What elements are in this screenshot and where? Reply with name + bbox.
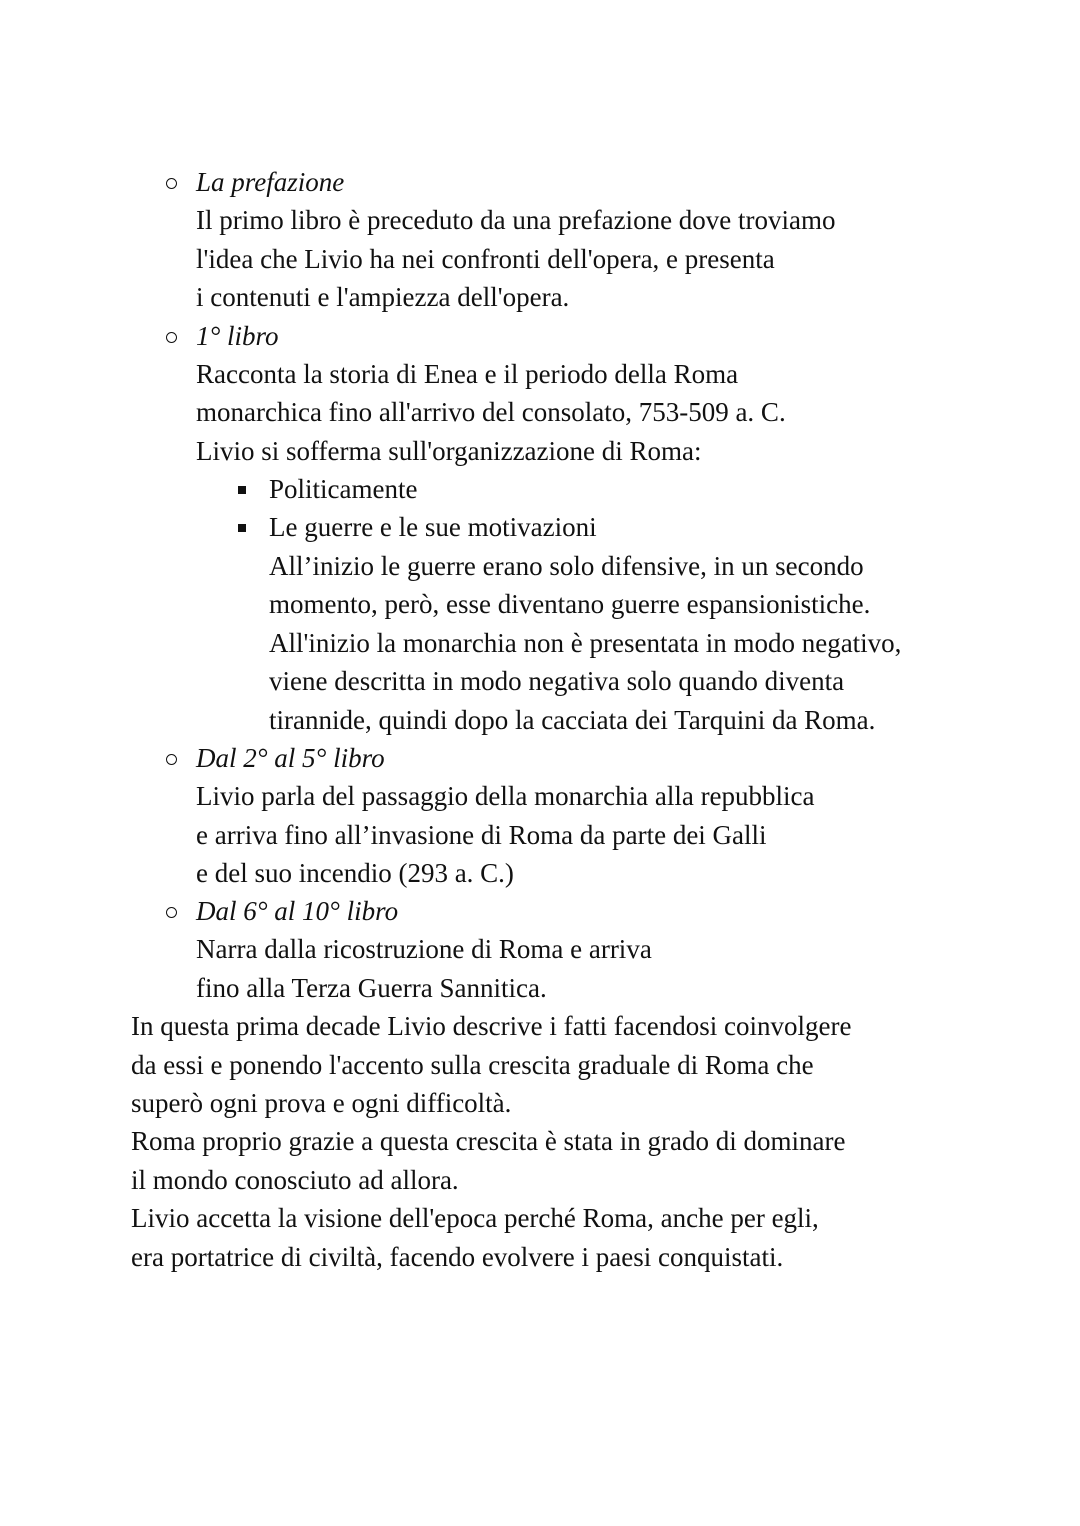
closing-text-line: Livio accetta la visione dell'epoca perché Roma, anche per egli, <box>131 1203 819 1233</box>
section-text-line: l'idea che Livio ha nei confronti dell'opera, e presenta <box>196 244 775 274</box>
subitem-text-line: All’inizio le guerre erano solo difensive, in un secondo <box>269 551 864 581</box>
section-text-line: monarchica fino all'arrivo del consolato, 753-509 a. C. <box>196 397 786 427</box>
closing-text-line: Roma proprio grazie a questa crescita è stata in grado di dominare <box>131 1126 846 1156</box>
circle-bullet-icon <box>166 907 177 918</box>
closing-text-line: superò ogni prova e ogni difficoltà. <box>131 1088 512 1118</box>
section-text-line: Livio parla del passaggio della monarchia alla repubblica <box>196 781 815 811</box>
closing-text-line: da essi e ponendo l'accento sulla crescita graduale di Roma che <box>131 1050 814 1080</box>
section-text-line: fino alla Terza Guerra Sannitica. <box>196 973 547 1003</box>
section-heading: Dal 2° al 5° libro <box>196 743 385 773</box>
closing-text-line: In questa prima decade Livio descrive i fatti facendosi coinvolgere <box>131 1011 852 1041</box>
section-heading: 1° libro <box>196 321 279 351</box>
circle-bullet-icon <box>166 332 177 343</box>
closing-text-line: il mondo conosciuto ad allora. <box>131 1165 459 1195</box>
circle-bullet-icon <box>166 754 177 765</box>
section-text-line: e del suo incendio (293 a. C.) <box>196 858 514 888</box>
section-text-line: e arriva fino all’invasione di Roma da parte dei Galli <box>196 820 767 850</box>
section-heading: La prefazione <box>196 167 345 197</box>
subitem-text-line: tirannide, quindi dopo la cacciata dei Tarquini da Roma. <box>269 705 876 735</box>
closing-text-line: era portatrice di civiltà, facendo evolvere i paesi conquistati. <box>131 1242 784 1272</box>
section-text-line: Narra dalla ricostruzione di Roma e arriva <box>196 934 652 964</box>
square-bullet-icon <box>238 486 246 494</box>
subitem-text-line: momento, però, esse diventano guerre espansionistiche. <box>269 589 871 619</box>
subitem-text-line: All'inizio la monarchia non è presentata in modo negativo, <box>269 628 902 658</box>
subitem-text-line: viene descritta in modo negativa solo quando diventa <box>269 666 845 696</box>
section-text-line: Il primo libro è preceduto da una prefazione dove troviamo <box>196 205 836 235</box>
section-heading: Dal 6° al 10° libro <box>196 896 399 926</box>
section-text-line: i contenuti e l'ampiezza dell'opera. <box>196 282 570 312</box>
section-text-line: Livio si sofferma sull'organizzazione di Roma: <box>196 436 702 466</box>
circle-bullet-icon <box>166 178 177 189</box>
section-text-line: Racconta la storia di Enea e il periodo della Roma <box>196 359 739 389</box>
square-bullet-icon <box>238 524 246 532</box>
subitem-label: Le guerre e le sue motivazioni <box>269 512 597 542</box>
subitem-label: Politicamente <box>269 474 418 504</box>
